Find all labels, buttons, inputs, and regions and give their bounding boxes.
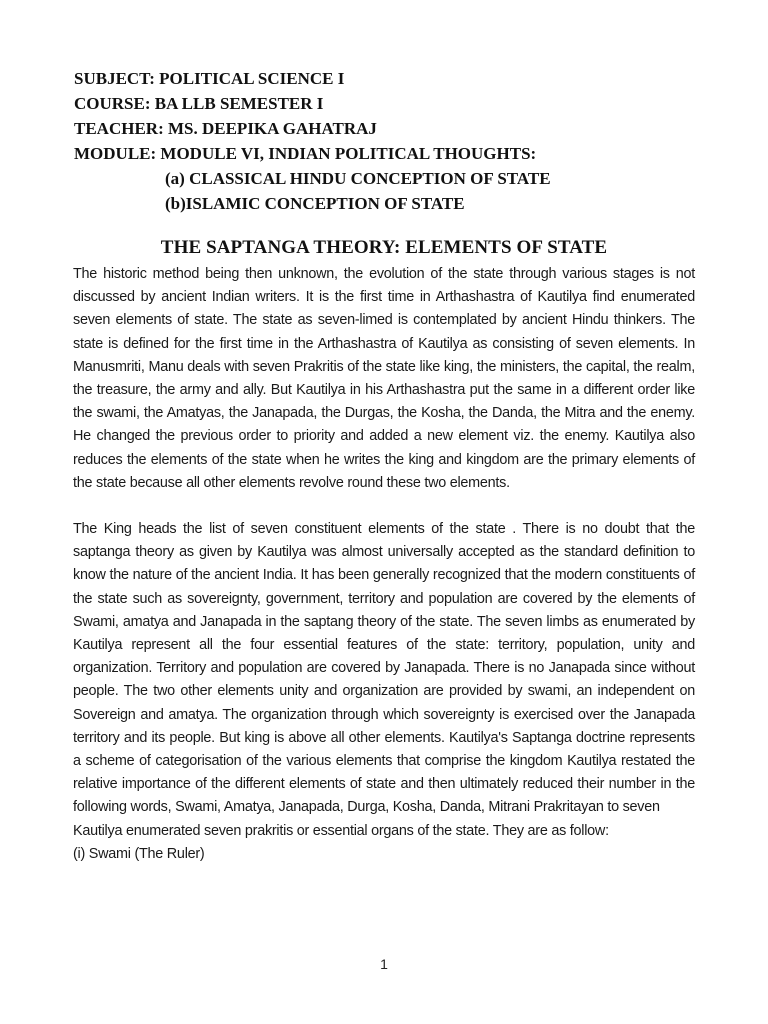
- teacher-line: TEACHER: MS. DEEPIKA GAHATRAJ: [74, 119, 377, 138]
- paragraph-historic-method: The historic method being then unknown, the evolution of the state through various stages is not discussed by ancient Indian writers. It is the first time in Arthashastra of Kautilya find enumerated seven elements of state. The state as seven-limed is contemplated by ancient Hindu thinkers. The state is defined for the first time in the Arthashastra of Kautilya as consisting of seven elements. In Manusmriti, Manu deals with seven Prakritis of the state like king, the ministers, the capital, the realm, the treasure, the army and ally. But Kautilya in his Arthashastra put the same in a different order like the swami, the Amatyas, the Janapada, the Durgas, the Kosha, the Danda, the Mitra and the enemy. He changed the previous order to priority and added a new element viz. the enemy. Kautilya also reduces the elements of the state when he writes the king and kingdom are the primary elements of the state because all other elements revolve round these two elements.: [73, 266, 695, 491]
- course-line: COURSE: BA LLB SEMESTER I: [74, 94, 324, 113]
- list-item-swami: (i) Swami (The Ruler): [73, 845, 205, 862]
- paragraph-king-heads: The King heads the list of seven constituent elements of the state . There is no doubt that the saptanga theory as given by Kautilya was almost universally accepted as the standard definition to know the nature of the ancient India. It has been generally recognized that the modern constituents of the state such as sovereignty, government, territory and population are covered by the elements of Swami, amatya and Janapada in the saptang theory of the state. The seven limbs as enumerated by Kautilya represent all the four essential features of the state: territory, population, unity and organization. Territory and population are covered by Janapada. There is no Janapada since without people. The two other elements unity and organization are provided by swami, an independent on Sovereign and amatya. The organization through which sovereignty is exercised over the Janapada territory and its people. But king is above all other elements. Kautilya's Saptanga doctrine represents a scheme of categorisation of the various elements that comprise the kingdom Kautilya restated the relative importance of the different elements of state and then ultimately reduced their number in the following words, Swami, Amatya, Janapada, Durga, Kosha, Danda, Mitrani Prakritayan to seven: [73, 521, 695, 816]
- course-header: [74, 66, 714, 216]
- subject-line: SUBJECT: POLITICAL SCIENCE I: [74, 69, 345, 88]
- body-text: [73, 263, 695, 866]
- paragraph-spacer: [73, 495, 695, 518]
- topic-b-line: (b)ISLAMIC CONCEPTION OF STATE: [165, 194, 465, 213]
- module-line: MODULE: MODULE VI, INDIAN POLITICAL THOUGHTS:: [74, 144, 537, 163]
- document-title: THE SAPTANGA THEORY: ELEMENTS OF STATE: [160, 237, 608, 258]
- paragraph-prakritis-intro: Kautilya enumerated seven prakritis or essential organs of the state. They are as follow:: [73, 822, 609, 839]
- page-number: 1: [380, 956, 388, 972]
- topic-a-line: (a) CLASSICAL HINDU CONCEPTION OF STATE: [165, 169, 551, 188]
